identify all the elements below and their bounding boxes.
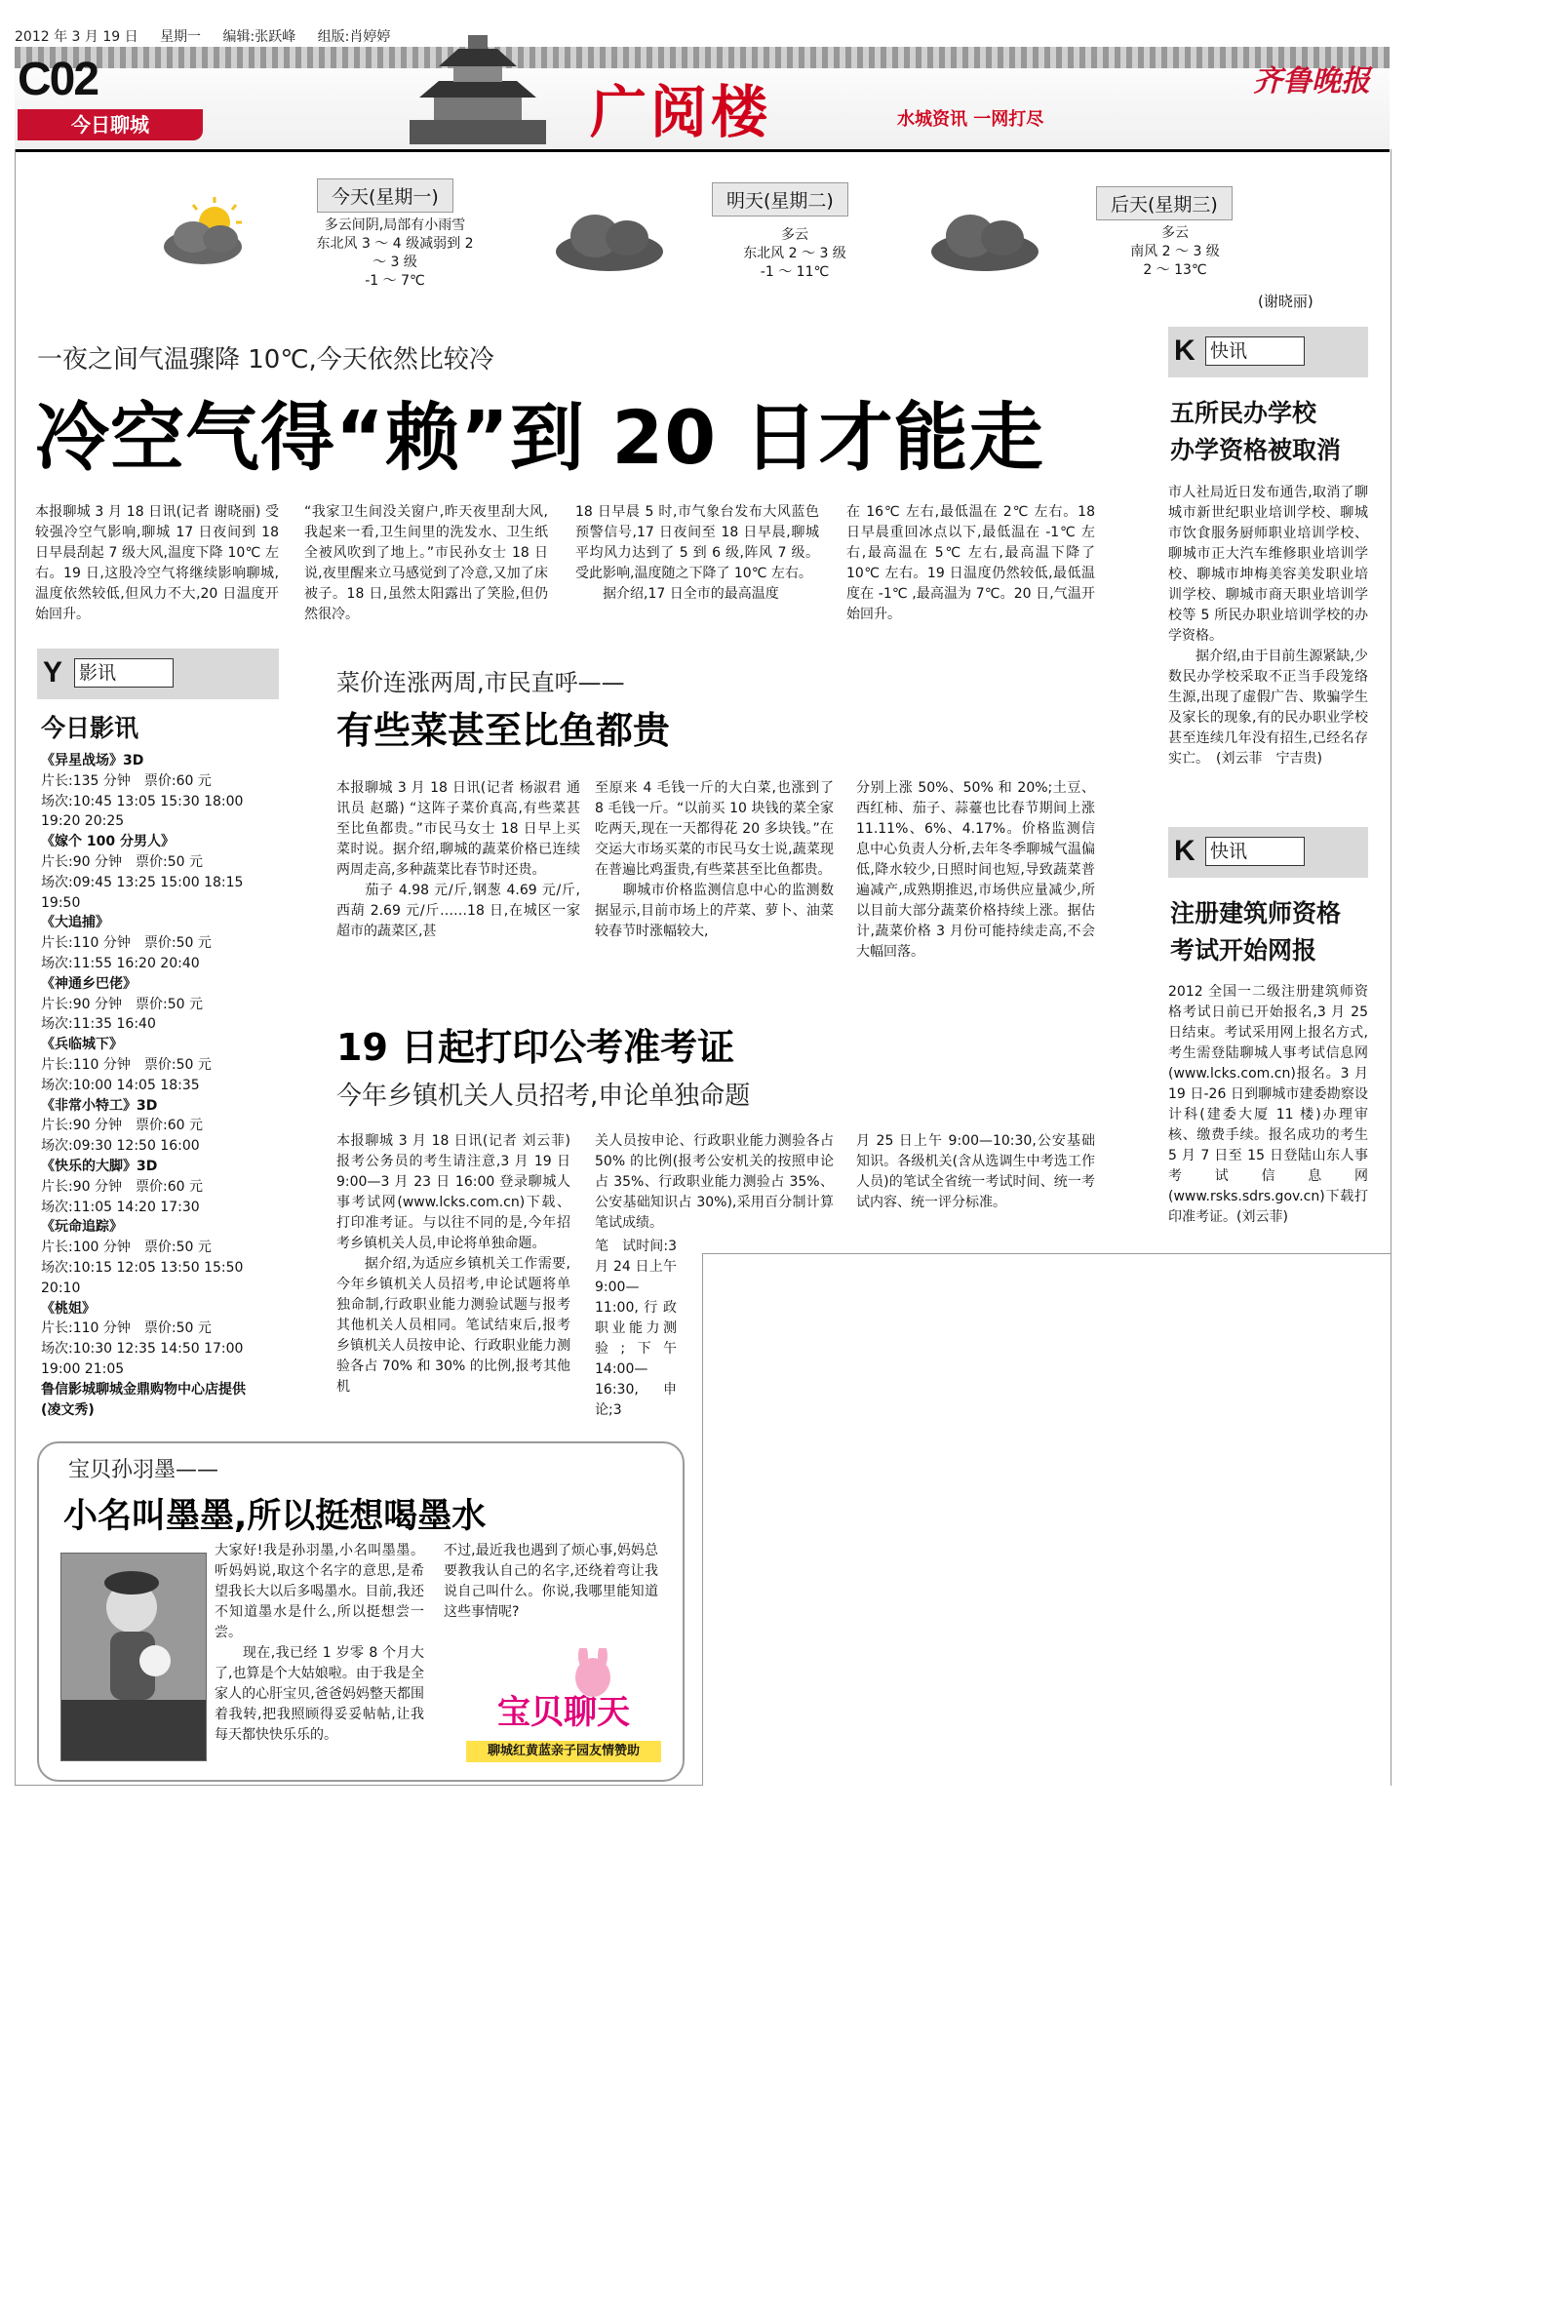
baby-photo [60, 1553, 207, 1761]
film-info: 片长:100 分钟 票价:50 元 [41, 1240, 212, 1256]
exam-column: 月 25 日上午 9:00—10:30,公安基础知识。各级机关(含从选调生中考选工作人员)的笔试全省统一考试时间、统一考试内容、统一评分标准。 [856, 1133, 1095, 1210]
lead-column: 18 日早晨 5 时,市气象台发布大风蓝色预警信号,17 日夜间至 18 日早晨,聊城平均风力达到了 5 到 6 级,阵风 7 级。受此影响,温度随之下降了 10℃ 左右。 据介绍,17 日全市的最高温度 [575, 504, 819, 602]
baby-column: 大家好!我是孙羽墨,小名叫墨墨。听妈妈说,取这个名字的意思,是希望我长大以后多喝墨水。目前,我还不知道墨水是什么,所以挺想尝一尝。 现在,我已经 1 岁零 8 个月大了,也算是个大姑娘啦。由于我是全家人的心肝宝贝,爸爸妈妈整天都围着我转,把我照顾得妥妥帖帖,让我每天都快快乐乐的。 [215, 1543, 424, 1743]
film-entry [41, 832, 285, 913]
film-times: 场次:11:05 14:20 17:30 [41, 1199, 200, 1215]
sun-cloud-icon [154, 193, 271, 271]
film-entry [41, 1217, 285, 1298]
lead-column: 在 16℃ 左右,最低温在 2℃ 左右。18 日早晨重回冰点以下,最低温在 -1℃ 左右,最高温在 5℃ 左右,最高温下降了 10℃ 左右。19 日温度仍然较低,最低温度在 -1℃ ,最高温为 7℃。20 日,气温开始回升。 [846, 504, 1095, 622]
veg-column: 本报聊城 3 月 18 日讯(记者 杨淑君 通讯员 赵璐) “这阵子菜价真高,有些菜甚至比鱼都贵。”市民马女士 18 日早上买菜时说。据介绍,聊城的蔬菜价格已连续两周走高,多种蔬菜比春节时还贵。 茄子 4.98 元/斤,钢葱 4.69 元/斤,西葫 2.69 元/斤……18 日,在城区一家超市的蔬菜区,甚 [336, 780, 580, 939]
sidebar-headline: 五所民办学校 办学资格被取消 [1170, 399, 1342, 464]
date: 2012 年 3 月 19 日 [15, 29, 138, 45]
exam-column: 本报聊城 3 月 18 日讯(记者 刘云菲) 报考公务员的考生请注意,3 月 19 日 9:00—3 月 23 日 16:00 登录聊城人事考试网(www.lcks.com.cn)下载、打印准考证。与以往不同的是,今年招考乡镇机关人员,申论将单独命题。 据介绍,为适应乡镇机关工作需要,今年乡镇机关人员招考,申论试题将单独命制,行政职业能力测验试题与报考其他机关人员相同。笔试结束后,报考乡镇机关人员按申论、行政职业能力测验各占 70% 和 30% 的比例,报考其他机 [336, 1133, 570, 1395]
baby-headline: 小名叫墨墨,所以挺想喝墨水 [63, 1497, 487, 1536]
film-info: 片长:90 分钟 票价:50 元 [41, 853, 203, 870]
lead-column: 本报聊城 3 月 18 日讯(记者 谢晓丽) 受较强冷空气影响,聊城 17 日夜间到 18 日早晨刮起 7 级大风,温度下降 10℃ 左右。19 日,这股冷空气将继续影响聊城,温度依然较低,但风力不大,20 日温度开始回升。 [35, 504, 279, 622]
film-entry [41, 751, 285, 832]
film-times: 场次:09:45 13:25 15:00 18:15 19:50 [41, 874, 244, 911]
film-name: 《非常小特工》3D [41, 1097, 158, 1114]
sticker-text: 宝贝聊天 [497, 1693, 630, 1732]
film-tab-label: 影讯 [74, 658, 174, 688]
lead-kicker: 一夜之间气温骤降 10℃,今天依然比较冷 [37, 345, 494, 374]
layout-credit: 组版:肖婷婷 [317, 29, 391, 45]
baby-photo-image [61, 1554, 206, 1760]
film-name: 《快乐的大脚》3D [41, 1158, 158, 1174]
sidebar-tab-label: 快讯 [1205, 837, 1305, 866]
column-title: 广阅楼 [590, 79, 772, 145]
film-info: 片长:110 分钟 票价:50 元 [41, 935, 212, 952]
weather-credit: (谢晓丽) [1258, 293, 1313, 310]
exam-column: 笔 试时间:3 月 24 日上午 9:00—11:00,行政职业能力测验;下午 14:00—16:30,申论;3 [595, 1239, 677, 1418]
film-name: 《神通乡巴佬》 [41, 975, 137, 992]
tagline: 水城资讯 一网打尽 [897, 109, 1044, 130]
film-info: 片长:90 分钟 票价:50 元 [41, 996, 203, 1012]
lead-headline: 冷空气得“赖”到 20 日才能走 [35, 394, 1044, 481]
film-entry [41, 1157, 285, 1217]
film-title: 今日影讯 [41, 714, 139, 742]
weather-day-label: 明天(星期二) [712, 182, 848, 217]
film-tab-letter: Y [43, 656, 63, 689]
film-info: 片长:90 分钟 票价:60 元 [41, 1178, 203, 1195]
weather-day-label: 今天(星期一) [317, 178, 453, 213]
section-label: 今日聊城 [18, 109, 203, 140]
sidebar-tab [1168, 827, 1368, 878]
sidebar-tab-letter: K [1174, 835, 1196, 867]
exam-headline: 19 日起打印公考准考证 [336, 1026, 735, 1069]
sponsor-label: 聊城红黄蓝亲子园友情赞助 [466, 1741, 661, 1762]
film-times: 场次:10:00 14:05 18:35 [41, 1077, 200, 1093]
film-times: 场次:11:55 16:20 20:40 [41, 955, 200, 971]
cloud-icon [926, 205, 1043, 273]
weather-day-text: 多云间阴,局部有小雨雪 东北风 3 ～ 4 级减弱到 2 ～ 3 级 -1 ～ 7℃ [316, 217, 474, 289]
veg-column: 至原来 4 毛钱一斤的大白菜,也涨到了 8 毛钱一斤。“以前买 10 块钱的菜全家吃两天,现在一天都得花 20 多块钱。”在交运大市场买菜的市民马女士说,蔬菜现在普遍比鸡蛋贵,有些菜甚至比鱼都贵。 聊城市价格监测信息中心的监测数据显示,目前市场上的芹菜、萝卜、油菜较春节时涨幅较大, [595, 780, 834, 939]
sidebar-tab-label: 快讯 [1205, 336, 1305, 366]
film-tab [37, 649, 279, 699]
veg-headline: 有些菜甚至比鱼都贵 [336, 709, 671, 752]
blank-area [702, 1253, 1391, 1786]
film-name: 《嫁个 100 分男人》 [41, 834, 175, 850]
film-info: 片长:110 分钟 票价:50 元 [41, 1056, 212, 1073]
film-footer: 鲁信影城聊城金鼎购物中心店提供 (凌文秀) [41, 1381, 273, 1418]
veg-kicker: 菜价连涨两周,市民直呼—— [336, 669, 625, 696]
header-info [15, 26, 408, 46]
sidebar-body: 2012 全国一二级注册建筑师资格考试日前已开始报名,3 月 25 日结束。考试采用网上报名方式,考生需登陆聊城人事考试信息网(www.lcks.com.cn)报名。3 月 19 日-26 日到聊城市建委勘察设计科(建委大厦 11 楼)办理审核、缴费手续。报名成功的考生 5 月 7 日至 15 日登陆山东人事考试信息网(www.rsks.sdrs.gov.cn)下载打印准考证。(刘云菲) [1168, 984, 1368, 1225]
sidebar-tab [1168, 327, 1368, 377]
film-times: 场次:10:30 12:35 14:50 17:00 19:00 21:05 [41, 1341, 244, 1377]
veg-column: 分别上涨 50%、50% 和 20%;土豆、西红柿、茄子、蒜薹也比春节期间上涨 11.11%、6%、4.17%。价格监测信息中心负责人分析,去年冬季聊城气温偏低,降水较少,日照时间也短,导致蔬菜普遍减产,成熟期推迟,市场供应量减少,所以目前大部分蔬菜价格持续上涨。据估计,蔬菜价格 3 月份可能持续走高,不会大幅回落。 [856, 780, 1095, 960]
cloud-icon [551, 205, 668, 273]
lead-column: “我家卫生间没关窗户,昨天夜里刮大风,我起来一看,卫生间里的洗发水、卫生纸全被风吹到了地上。”市民孙女士 18 日说,夜里醒来立马感觉到了冷意,又加了床被子。18 日,虽然太阳露出了笑脸,但仍然很冷。 [304, 504, 548, 622]
film-times: 场次:11:35 16:40 [41, 1016, 156, 1033]
film-name: 《桃姐》 [41, 1300, 96, 1317]
editor: 编辑:张跃峰 [222, 29, 296, 45]
masthead-pattern [15, 47, 1390, 68]
film-times: 场次:09:30 12:50 16:00 [41, 1138, 200, 1155]
film-name: 《玩命追踪》 [41, 1219, 123, 1236]
film-entry [41, 1096, 285, 1157]
film-entry [41, 1299, 285, 1380]
film-times: 场次:10:15 12:05 13:50 15:50 20:10 [41, 1259, 244, 1296]
weather-day-text: 多云 东北风 2 ～ 3 级 -1 ～ 11℃ [743, 227, 846, 280]
weather-day-text: 多云 南风 2 ～ 3 级 2 ～ 13℃ [1130, 225, 1220, 278]
baby-kicker: 宝贝孙羽墨—— [68, 1458, 219, 1482]
film-entry [41, 974, 285, 1035]
weekday: 星期一 [160, 29, 202, 45]
film-name: 《大追捕》 [41, 915, 109, 931]
sidebar-body: 市人社局近日发布通告,取消了聊城市新世纪职业培训学校、聊城市饮食服务厨师职业培训学校、聊城市正大汽车维修职业培训学校、聊城市坤梅美容美发职业培训学校、聊城市商天职业培训学校等 5 所民办职业培训学校的办学资格。 据介绍,由于目前生源紧缺,少数民办学校采取不正当手段笼络生源,出现了虚假广告、欺骗学生及家长的现象,有的民办职业学校甚至连续几年没有招生,已经名存实亡。 (刘云菲 宁吉贵) [1168, 485, 1368, 767]
sidebar-tab-letter: K [1174, 335, 1196, 367]
exam-column: 关人员按申论、行政职业能力测验各占 50% 的比例(报考公安机关的按照申论占 35%、行政职业能力测验占 35%、公安基础知识占 30%),采用百分制计算笔试成绩。 [595, 1133, 834, 1231]
newspaper-logo: 齐鲁晚报 [1253, 64, 1370, 98]
film-entry [41, 913, 285, 973]
sidebar-headline: 注册建筑师资格 考试开始网报 [1170, 899, 1342, 965]
exam-subhead: 今年乡镇机关人员招考,申论单独命题 [336, 1082, 751, 1111]
page-code: C02 [18, 54, 98, 105]
film-info: 片长:90 分钟 票价:60 元 [41, 1118, 203, 1134]
film-info: 片长:110 分钟 票价:50 元 [41, 1320, 212, 1337]
weather-day-label: 后天(星期三) [1096, 186, 1233, 220]
film-name: 《兵临城下》 [41, 1037, 123, 1053]
film-times: 场次:10:45 13:05 15:30 18:00 19:20 20:25 [41, 793, 244, 830]
film-list [41, 751, 285, 1420]
baby-column: 不过,最近我也遇到了烦心事,妈妈总要教我认自己的名字,还绕着弯让我说自己叫什么。你说,我哪里能知道这些事情呢? [444, 1543, 658, 1620]
masthead [15, 47, 1390, 152]
film-entry [41, 1035, 285, 1095]
pagoda-icon [400, 27, 556, 144]
baby-chat-sticker [466, 1648, 661, 1765]
film-info: 片长:135 分钟 票价:60 元 [41, 772, 212, 789]
film-name: 《异星战场》3D [41, 753, 144, 768]
